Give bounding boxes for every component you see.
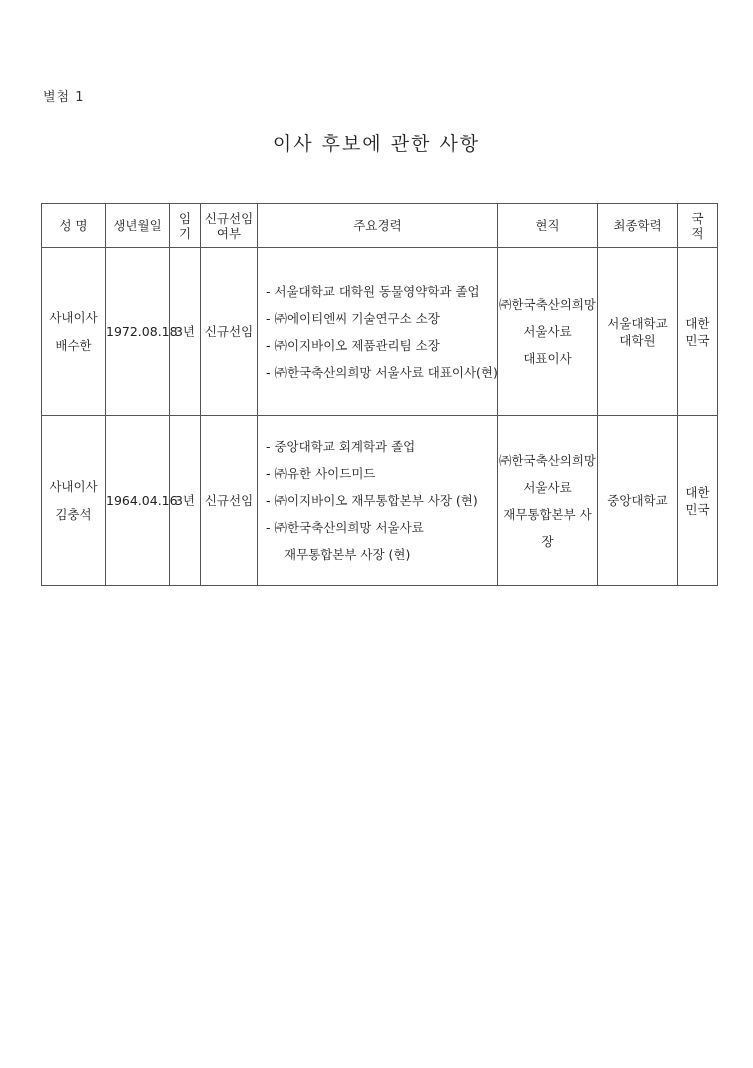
header-new-reappoint <box>201 204 258 248</box>
current-line: 서울사료 <box>523 324 572 339</box>
nationality-line: 대한 <box>685 484 710 500</box>
header-nat-line-2: 적 <box>691 225 704 241</box>
nationality-line: 민국 <box>685 501 710 517</box>
current-line: 서울사료 <box>523 479 572 495</box>
career-item: - 중앙대학교 회계학과 졸업 <box>266 439 416 454</box>
header-birth: 생년월일 <box>106 204 170 248</box>
candidate-name: 배수한 <box>55 337 92 353</box>
header-name: 성 명 <box>42 204 106 248</box>
header-new-line-1: 신규선임 <box>204 210 254 226</box>
candidate-education <box>598 416 678 586</box>
nationality-line: 민국 <box>685 332 710 348</box>
table-header-row <box>42 204 718 248</box>
header-new-line-2: 여부 <box>216 225 242 241</box>
current-line: 재무통합본부 사장 <box>503 506 592 549</box>
candidate-career <box>258 416 498 586</box>
candidate-name-cell <box>42 416 106 586</box>
candidate-position: 사내이사 <box>49 309 98 325</box>
header-term-line-1: 임 <box>178 210 192 226</box>
career-item: - ㈜에이티엔씨 기술연구소 소장 <box>266 310 440 326</box>
career-item: - 서울대학교 대학원 동물영약학과 졸업 <box>266 283 480 299</box>
career-item: - ㈜이지바이오 재무통합본부 사장 (현) <box>266 493 478 508</box>
candidate-current-position <box>498 248 598 416</box>
candidate-term: 3년 <box>170 248 201 416</box>
current-line: ㈜한국축산의희망 <box>498 452 597 468</box>
career-item: - ㈜유한 사이드미드 <box>266 466 376 481</box>
header-term-line-2: 기 <box>178 225 192 241</box>
candidate-name-cell <box>42 248 106 416</box>
page-title: 이사 후보에 관한 사항 <box>272 133 481 155</box>
candidate-current-position <box>498 416 598 586</box>
education-line: 대학원 <box>619 332 656 348</box>
candidate-nationality <box>678 416 718 586</box>
candidate-nationality <box>678 248 718 416</box>
current-line: 대표이사 <box>523 351 572 366</box>
education-line: 서울대학교 <box>607 315 668 331</box>
header-current: 현직 <box>498 204 598 248</box>
candidate-position: 사내이사 <box>49 478 98 494</box>
current-line: ㈜한국축산의희망 <box>498 297 597 312</box>
nationality-line: 대한 <box>685 315 710 331</box>
career-item: 재무통합본부 사장 (현) <box>284 547 411 562</box>
director-candidates-table <box>41 203 718 586</box>
candidate-education <box>598 248 678 416</box>
candidate-status: 신규선임 <box>201 416 258 586</box>
candidate-name: 김충석 <box>55 506 92 522</box>
career-item: - ㈜한국축산의희망 서울사료 대표이사(현) <box>266 364 498 380</box>
header-nationality <box>678 204 718 248</box>
header-career: 주요경력 <box>258 204 498 248</box>
career-item: - ㈜이지바이오 제품관리팀 소장 <box>266 337 440 353</box>
candidate-birth: 1964.04.16 <box>106 416 170 586</box>
candidate-status: 신규선임 <box>201 248 258 416</box>
header-nat-line-1: 국 <box>691 210 704 226</box>
career-item: - ㈜한국축산의희망 서울사료 <box>266 520 424 535</box>
education-line: 중앙대학교 <box>607 493 668 508</box>
candidate-term: 3년 <box>170 416 201 586</box>
header-term <box>170 204 201 248</box>
candidate-birth: 1972.08.18 <box>106 248 170 416</box>
table-row <box>42 416 718 586</box>
header-education: 최종학력 <box>598 204 678 248</box>
candidate-career <box>258 248 498 416</box>
annex-label: 별첨 1 <box>43 90 85 105</box>
table-row <box>42 248 718 416</box>
